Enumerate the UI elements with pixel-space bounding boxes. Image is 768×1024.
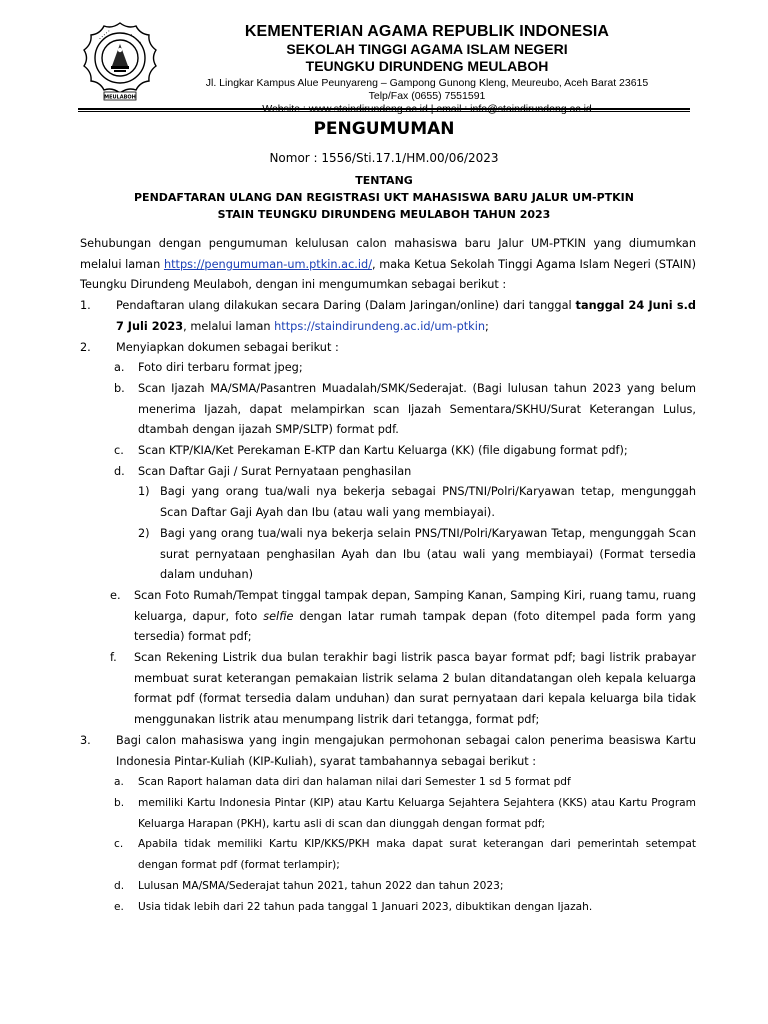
- list-item-3: 3. Bagi calon mahasiswa yang ingin mengajukan permohonan sebagai calon penerima beasiswa Kartu Indonesia Pintar-Kuliah (KIP-Kuliah), syarat tambahannya sebagai berikut :: [80, 731, 696, 772]
- item-number: 1.: [80, 299, 91, 313]
- tentang-label: TENTANG: [355, 174, 413, 187]
- letterhead: [0, 0, 768, 112]
- header-rule-thick: [78, 108, 690, 110]
- list-item-2: 2. Menyiapkan dokumen sebagai berikut :: [80, 338, 696, 359]
- subject-line-1: PENDAFTARAN ULANG DAN REGISTRASI UKT MAHASISWA BARU JALUR UM-PTKIN: [134, 191, 634, 204]
- sub-item-2e: e. Scan Foto Rumah/Tempat tinggal tampak depan, Samping Kanan, Samping Kiri, ruang tamu, ruang keluarga, dapur, foto selfie dengan latar rumah tampak depan (foto ditempel pada form yang tersedia) format pdf;: [110, 588, 696, 644]
- item-number: 2.: [80, 340, 91, 354]
- announcement-body: [80, 234, 696, 917]
- page-title: PENGUMUMAN: [313, 119, 455, 139]
- logo-label: MEULABOH: [104, 94, 136, 101]
- sub-item-2d: d. Scan Daftar Gaji / Surat Pernyataan penghasilan: [114, 464, 412, 478]
- sub-item-2a: a. Foto diri terbaru format jpeg;: [114, 361, 303, 375]
- svg-text:• • • • •: • • • • •: [129, 32, 143, 45]
- document-number: Nomor : 1556/Sti.17.1/HM.00/06/2023: [269, 151, 499, 165]
- address: Jl. Lingkar Kampus Alue Peunyareng – Gampong Gunong Kleng, Meureubo, Aceh Barat 23615: [205, 77, 649, 89]
- sub-item-3e: e. Usia tidak lebih dari 22 tahun pada tanggal 1 Januari 2023, dibuktikan dengan Ijazah.: [114, 900, 593, 913]
- institution-logo: [78, 20, 162, 104]
- date-range: tanggal 24 Juni s.d 7 Juli 2023: [116, 299, 696, 333]
- subject-line-2: STAIN TEUNGKU DIRUNDENG MEULABOH TAHUN 2023: [217, 208, 551, 221]
- sub-item-3d: d. Lulusan MA/SMA/Sederajat tahun 2021, tahun 2022 dan tahun 2023;: [114, 879, 504, 892]
- intro-paragraph: Sehubungan dengan pengumuman kelulusan calon mahasiswa baru Jalur UM-PTKIN yang diumumkan melalui laman https://pengumuman-um.ptkin.ac.id/, maka Ketua Sekolah Tinggi Agama Islam Negeri (STAIN) Teungku Dirundeng Meulaboh, dengan ini mengumumkan sebagai berikut :: [80, 237, 696, 292]
- sub-item-2d-2: 2) Bagi yang orang tua/wali nya bekerja selain PNS/TNI/Polri/Karyawan Tetap, mengunggah Scan surat pernyataan penghasilan Ayah dan Ibu (atau wali yang membiayai) (Format tersedia dalam unduhan): [138, 526, 696, 582]
- ministry-name: KEMENTERIAN AGAMA REPUBLIK INDONESIA: [244, 23, 610, 40]
- institution-name: TEUNGKU DIRUNDENG MEULABOH: [305, 58, 549, 74]
- item-number: 3.: [80, 733, 91, 747]
- sub-item-3c: c. Apabila tidak memiliki Kartu KIP/KKS/PKH maka dapat surat keterangan dari pemerintah setempat dengan format pdf (format terlampir);: [114, 838, 696, 872]
- registration-link[interactable]: https://staindirundeng.ac.id/um-ptkin: [274, 319, 486, 333]
- sub-item-3b: b. memiliki Kartu Indonesia Pintar (KIP) atau Kartu Keluarga Sejahtera Sejahtera (KKS) atau Kartu Program Keluarga Harapan (PKH), kartu asli di scan dan diunggah dengan format pdf;: [114, 796, 696, 830]
- phone: Telp/Fax (0655) 7551591: [368, 90, 486, 102]
- institution-type: SEKOLAH TINGGI AGAMA ISLAM NEGERI: [286, 41, 568, 57]
- sub-item-2f: f. Scan Rekening Listrik dua bulan terakhir bagi listrik pasca bayar format pdf; bagi listrik prabayar membuat surat keterangan pemakaian listrik selama 2 bulan ditandatangan oleh kepala keluarga format pdf (format tersedia dalam unduhan) dan surat pernyataan dari kepala keluarga bila tidak menggunakan listrik atau menumpang listrik dari tetangga, format pdf;: [110, 651, 696, 727]
- svg-text:• • • • •: • • • • •: [98, 29, 111, 41]
- sub-item-2c: c. Scan KTP/KIA/Ket Perekaman E-KTP dan Kartu Keluarga (KK) (file digabung format pdf);: [114, 444, 628, 458]
- header-rule-thin: [78, 111, 690, 112]
- subject-block: [0, 172, 768, 223]
- letterhead-text: [188, 22, 666, 116]
- sub-item-2b: b. Scan Ijazah MA/SMA/Pasantren Muadalah/SMK/Sederajat. (Bagi lulusan tahun 2023 yang belum menerima Ijazah, dapat melampirkan scan Ijazah Sementara/SKHU/Surat Keterangan Lulus, dtambah dengan ijazah SMP/SLTP) format pdf.: [114, 381, 696, 437]
- list-item-1: 1. Pendaftaran ulang dilakukan secara Daring (Dalam Jaringan/online) dari tanggal tanggal 24 Juni s.d 7 Juli 2023, melalui laman https://staindirundeng.ac.id/um-ptkin;: [80, 296, 696, 337]
- pengumuman-link[interactable]: https://pengumuman-um.ptkin.ac.id/: [163, 257, 372, 271]
- sub-item-2d-1: 1) Bagi yang orang tua/wali nya bekerja sebagai PNS/TNI/Polri/Karyawan tetap, mengunggah Scan Daftar Gaji Ayah dan Ibu (atau wali yang membiayai).: [138, 485, 696, 520]
- sub-item-3a: a. Scan Raport halaman data diri dan halaman nilai dari Semester 1 sd 5 format pdf: [114, 776, 571, 789]
